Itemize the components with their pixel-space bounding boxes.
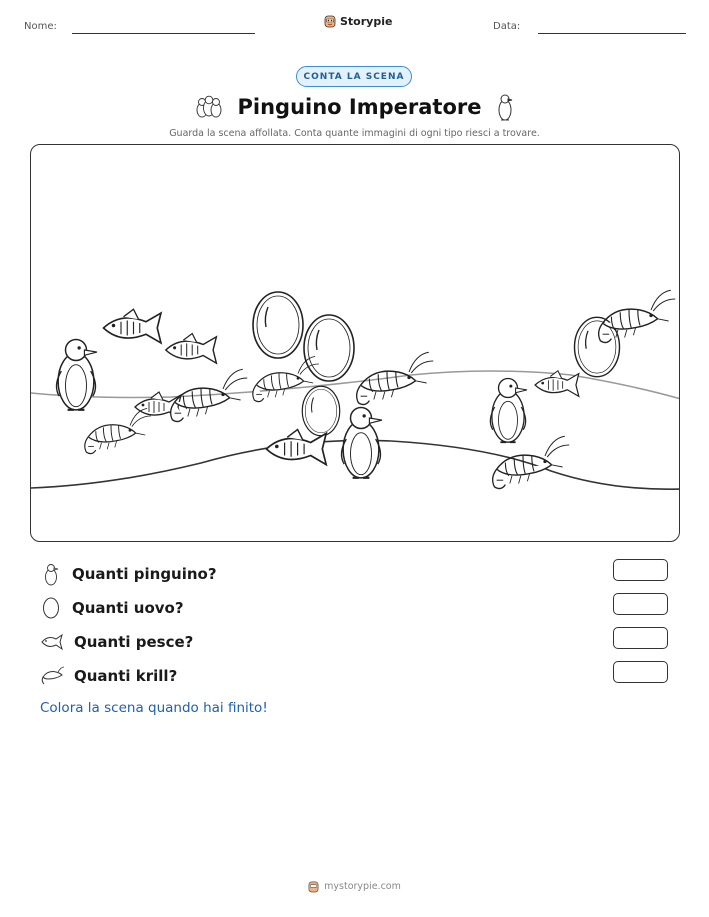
- penguin-icon: [495, 92, 515, 122]
- answer-box-krill[interactable]: [613, 661, 668, 683]
- question-penguin: [40, 562, 217, 586]
- egg-icon: [40, 596, 62, 620]
- fish-icon: [40, 630, 64, 654]
- page-footer: [0, 880, 709, 893]
- question-krill: [40, 664, 177, 688]
- answer-box-fish[interactable]: [613, 627, 668, 649]
- answer-box-egg[interactable]: [613, 593, 668, 615]
- brand-name: Storypie: [340, 14, 393, 28]
- question-text: Quanti krill?: [74, 667, 178, 685]
- page-title: Pinguino Imperatore: [237, 95, 482, 119]
- footer-url[interactable]: mystorypie.com: [324, 881, 401, 892]
- penguin-icon: [40, 562, 62, 586]
- counting-scene[interactable]: [30, 144, 680, 542]
- name-label: Nome:: [24, 21, 57, 32]
- scene-badge: CONTA LA SCENA: [296, 66, 412, 87]
- page-subtitle: Guarda la scena affollata. Conta quante immagini di ogni tipo riesci a trovare.: [169, 128, 540, 139]
- scene-illustration: [31, 145, 680, 542]
- brand-logo: [324, 14, 392, 28]
- question-fish: [40, 630, 193, 654]
- answer-box-penguin[interactable]: [613, 559, 668, 581]
- question-text: Quanti pesce?: [74, 633, 194, 651]
- question-text: Quanti uovo?: [72, 599, 184, 617]
- storypie-mascot-icon: [308, 880, 319, 893]
- question-text: Quanti pinguino?: [72, 565, 217, 583]
- date-line[interactable]: [538, 33, 686, 34]
- penguin-group-icon: [194, 95, 224, 119]
- instruction-note: Colora la scena quando hai finito!: [40, 700, 268, 716]
- name-line[interactable]: [72, 33, 255, 34]
- storypie-mascot-icon: [324, 14, 336, 28]
- krill-icon: [40, 664, 64, 688]
- date-label: Data:: [493, 21, 521, 32]
- question-egg: [40, 596, 184, 620]
